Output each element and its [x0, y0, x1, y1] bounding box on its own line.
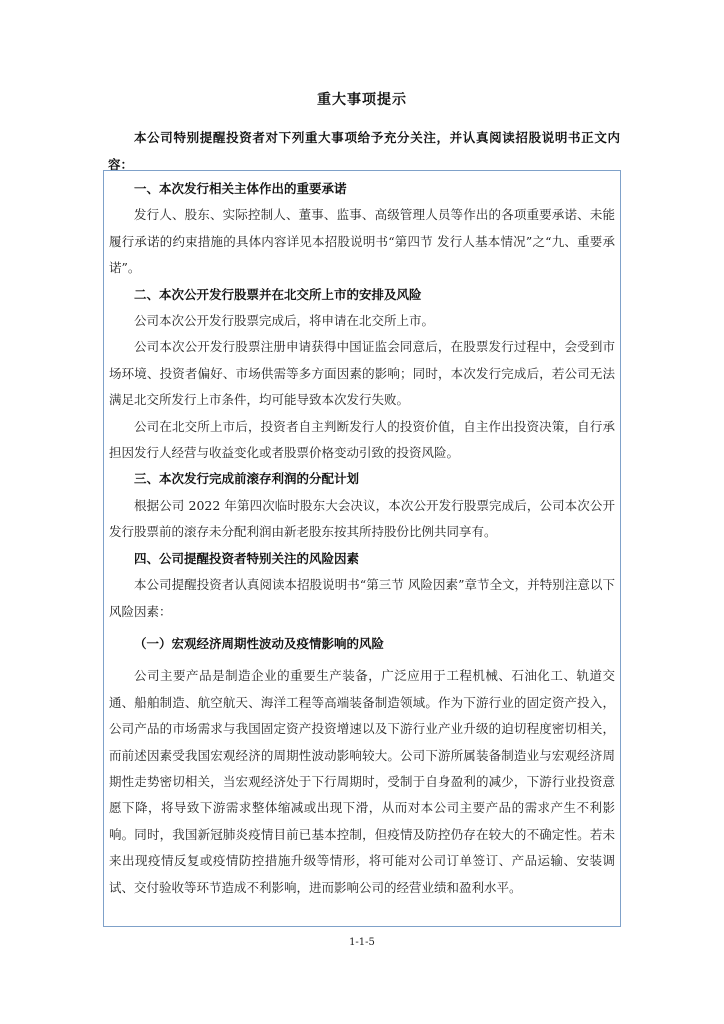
section-2-paragraph-1: 公司本次公开发行股票完成后，将申请在北交所上市。 [134, 313, 435, 329]
section-heading-3: 三、本次发行完成前滚存利润的分配计划 [134, 471, 360, 487]
section-heading-2: 二、本次公开发行股票并在北交所上市的安排及风险 [134, 286, 422, 302]
key-matters-box [103, 170, 621, 927]
key-matters-content [109, 176, 615, 901]
section-4-paragraph-1: 本公司提醒投资者认真阅读本招股说明书“第三节 风险因素”章节全文，并特别注意以下风险因素： [109, 577, 615, 619]
section-1-paragraph-1: 发行人、股东、实际控制人、董事、监事、高级管理人员等作出的各项重要承诺、未能履行承诺的约束措施的具体内容详见本招股说明书“第四节 发行人基本情况”之“九、重要承诺”。 [109, 207, 615, 276]
page-title: 重大事项提示 [317, 92, 407, 108]
page-number: 1-1-5 [349, 937, 375, 948]
section-2-paragraph-2: 公司本次公开发行股票注册申请获得中国证监会同意后，在股票发行过程中，会受到市场环境、投资者偏好、市场供需等多方面因素的影响；同时，本次发行完成后，若公司无法满足北交所发行上市条件，均可能导致本次发行失败。 [109, 339, 615, 408]
section-heading-1: 一、本次发行相关主体作出的重要承诺 [134, 181, 347, 196]
section-2-paragraph-3: 公司在北交所上市后，投资者自主判断发行人的投资价值，自主作出投资决策，自行承担因发行人经营与收益变化或者股票价格变动引致的投资风险。 [109, 418, 615, 461]
section-3-paragraph-1: 根据公司 2022 年第四次临时股东大会决议，本次公开发行股票完成后，公司本次公开发行股票前的滚存未分配利润由新老股东按其所持股份比例共同享有。 [109, 497, 615, 540]
subsection-paragraph: 公司主要产品是制造企业的重要生产装备，广泛应用于工程机械、石油化工、轨道交通、船舶制造、航空航天、海洋工程等高端装备制造领域。作为下游行业的固定资产投入，公司产品的市场需求与我国固定资产投资增速以及下游行业产业升级的迫切程度密切相关，而前述因素受我国宏观经济的周期性波动影响较大。公司下游所属装备制造业与宏观经济周期性走势密切相关，当宏观经济处于下行周期时，受制于自身盈利的减少，下游行业投资意愿下降，将导致下游需求整体缩减或出现下滑，从而对本公司主要产品的需求产生不利影响。同时，我国新冠肺炎疫情目前已基本控制，但疫情及防控仍存在较大的不确定性。若未来出现疫情反复或疫情防控措施升级等情形，将可能对公司订单签订、产品运输、安装调试、交付验收等环节造成不利影响，进而影响公司的经营业绩和盈利水平。 [109, 668, 615, 895]
section-heading-4: 四、公司提醒投资者特别关注的风险因素 [134, 550, 360, 566]
important-notice: 本公司特别提醒投资者对下列重大事项给予充分关注，并认真阅读招股说明书正文内容： [108, 130, 620, 172]
subsection-heading: （一）宏观经济周期性波动及疫情影响的风险 [134, 635, 385, 651]
